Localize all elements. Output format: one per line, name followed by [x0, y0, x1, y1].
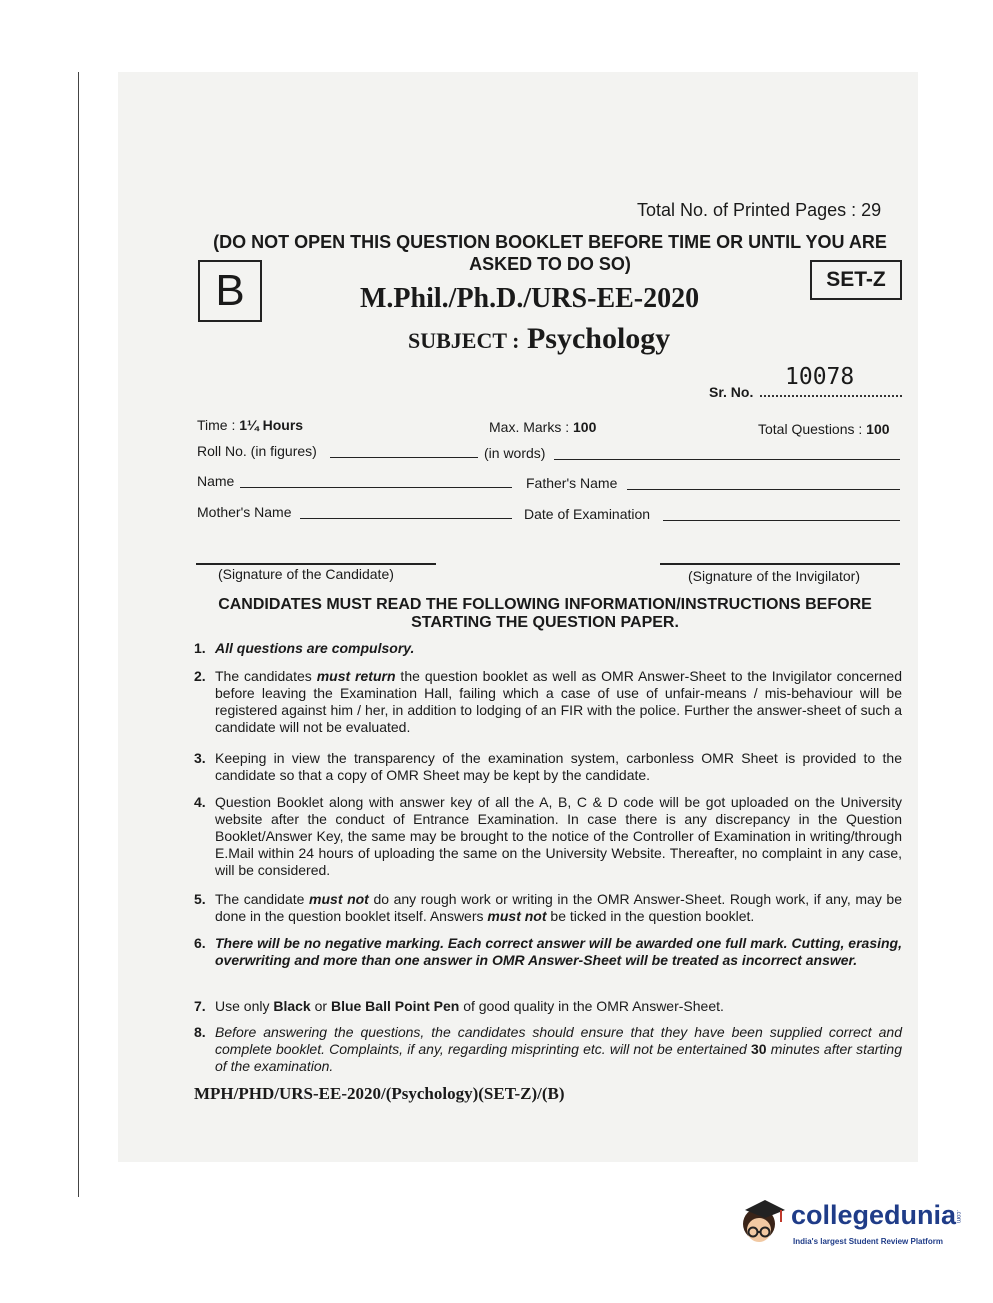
- instruction-text-part: be ticked in the question booklet.: [546, 908, 755, 924]
- instruction-text: [215, 935, 902, 969]
- instruction-text: [215, 750, 902, 784]
- instruction-number: 8.: [194, 1024, 206, 1040]
- instruction-text: [215, 668, 902, 736]
- instruction-text-part: Keeping in view the transparency of the examination system, carbonless OMR Sheet is provided to the candidate so that a copy of OMR Sheet may be kept by the candidate.: [215, 750, 902, 783]
- subject-label: SUBJECT :: [408, 328, 520, 353]
- invigilator-signature-label: (Signature of the Invigilator): [688, 568, 860, 584]
- instructions-heading: CANDIDATES MUST READ THE FOLLOWING INFORMATION/INSTRUCTIONS BEFORE STARTING THE QUESTION PAPER.: [218, 596, 872, 631]
- instruction-text-part: Black: [273, 998, 311, 1014]
- instruction-text-part: or: [310, 998, 331, 1014]
- instruction-number: 6.: [194, 935, 206, 951]
- footer-code: MPH/PHD/URS-EE-2020/(Psychology)(SET-Z)/(B): [194, 1084, 565, 1103]
- instruction-item: [194, 794, 902, 879]
- logo-name: collegedunia: [791, 1200, 957, 1230]
- instruction-text-part: The candidates: [215, 668, 317, 684]
- max-marks-label: Max. Marks :: [489, 419, 574, 435]
- instruction-text-part: must return: [316, 668, 396, 684]
- instruction-item: [194, 935, 902, 969]
- instruction-text: [215, 794, 902, 879]
- instruction-text: [215, 891, 902, 925]
- instruction-item: [194, 668, 902, 736]
- time-label: Time :: [197, 417, 240, 433]
- invigilator-signature-line: [660, 563, 900, 565]
- subject-value: Psychology: [526, 322, 671, 355]
- instruction-text-part: of good quality in the OMR Answer-Sheet.: [459, 998, 724, 1014]
- instruction-text: [215, 640, 902, 657]
- instruction-item: [194, 891, 902, 925]
- roll-figures-line: [330, 457, 478, 458]
- instruction-text-part: There will be no negative marking. Each correct answer will be awarded one full mark. Cutting, erasing, overwriting and more than one answer in OMR Answer-Sheet will be treated as incorrect answer.: [215, 935, 902, 968]
- warning-text: (DO NOT OPEN THIS QUESTION BOOKLET BEFORE TIME OR UNTIL YOU ARE ASKED TO DO SO): [213, 232, 887, 274]
- candidate-signature-label: (Signature of the Candidate): [218, 566, 394, 582]
- total-printed-pages: Total No. of Printed Pages : 29: [637, 200, 882, 220]
- serial-label: Sr. No.: [709, 384, 754, 400]
- instruction-text-part: Question Booklet along with answer key of all the A, B, C & D code will be got uploaded on the University website after the conduct of Entrance Examination. In case there is any discrepancy in the Question Booklet/Answer Key, the same may be brought to the notice of the Controller of Examination in writing/through E.Mail within 24 hours of uploading the same on the University Website. Thereafter, no complaint in any case, will be considered.: [215, 794, 902, 878]
- exam-title: M.Phil./Ph.D./URS-EE-2020: [360, 283, 700, 314]
- instruction-number: 7.: [194, 998, 206, 1014]
- name-line: [240, 487, 512, 488]
- mothers-name-line: [300, 518, 512, 519]
- instruction-text-part: Before answering the questions, the candidates should ensure that they have been supplied correct and complete booklet. Complaints, if any, regarding misprinting etc. will not be entertained: [215, 1024, 902, 1057]
- fathers-name-label: Father's Name: [526, 475, 618, 491]
- instruction-item: [194, 640, 902, 657]
- instruction-number: 4.: [194, 794, 206, 810]
- candidate-signature-line: [196, 563, 436, 565]
- instruction-text-part: 30: [751, 1041, 767, 1057]
- date-exam-label: Date of Examination: [524, 506, 651, 522]
- fathers-name-line: [627, 489, 900, 490]
- instruction-text-part: do any rough work or writing in the OMR Answer-Sheet. Rough work, if any, may be done in the question booklet itself. Answers: [215, 891, 902, 924]
- roll-figures-label: Roll No. (in figures): [197, 443, 317, 459]
- date-exam-line: [663, 520, 900, 521]
- roll-words-label: (in words): [484, 445, 546, 461]
- instruction-text: [215, 998, 902, 1015]
- instruction-item: [194, 750, 902, 784]
- logo-tagline: India's largest Student Review Platform: [793, 1237, 943, 1246]
- serial-dotted-line: [760, 389, 902, 397]
- instruction-text-part: the question booklet as well as OMR Answer-Sheet to the Invigilator concerned before leaving the Examination Hall, failing which a case of use of unfair-means / mis-behaviour will be registered against him / her, in addition to lodging of an FIR with the police. Further the answer-sheet of such a candidate will not be evaluated.: [215, 668, 903, 735]
- instruction-item: [194, 1024, 902, 1075]
- serial-number: 10078: [785, 364, 855, 390]
- time-value: 1¼ Hours: [239, 417, 304, 433]
- mascot-icon: [735, 1192, 789, 1254]
- roll-words-line: [554, 459, 900, 460]
- instruction-text-part: Blue Ball Point Pen: [330, 998, 460, 1014]
- instruction-text-part: Use only: [215, 998, 274, 1014]
- instruction-text-part: The candidate: [215, 891, 310, 907]
- margin-rule: [78, 72, 79, 1197]
- instruction-number: 3.: [194, 750, 206, 766]
- time-field: [197, 417, 303, 433]
- instruction-number: 5.: [194, 891, 206, 907]
- booklet-code-box: B: [198, 260, 262, 322]
- total-questions-field: [758, 421, 890, 437]
- instruction-text-part: must not: [309, 891, 369, 907]
- max-marks-value: 100: [573, 419, 597, 435]
- instruction-number: 2.: [194, 668, 206, 684]
- total-questions-label: Total Questions :: [758, 421, 867, 437]
- set-code-box: SET-Z: [810, 260, 902, 300]
- instruction-text-part: All questions are compulsory.: [215, 640, 415, 656]
- name-label: Name: [197, 473, 235, 489]
- max-marks-field: [489, 419, 596, 435]
- instruction-text: [215, 1024, 902, 1075]
- subject-line: [408, 322, 670, 356]
- logo-com: .com: [955, 1210, 961, 1224]
- collegedunia-logo: [735, 1192, 965, 1262]
- instruction-item: [194, 998, 902, 1015]
- instruction-number: 1.: [194, 640, 206, 656]
- mothers-name-label: Mother's Name: [197, 504, 292, 520]
- total-questions-value: 100: [866, 421, 890, 437]
- instruction-text-part: minutes after starting of the examination.: [215, 1041, 902, 1074]
- instruction-text-part: must not: [487, 908, 547, 924]
